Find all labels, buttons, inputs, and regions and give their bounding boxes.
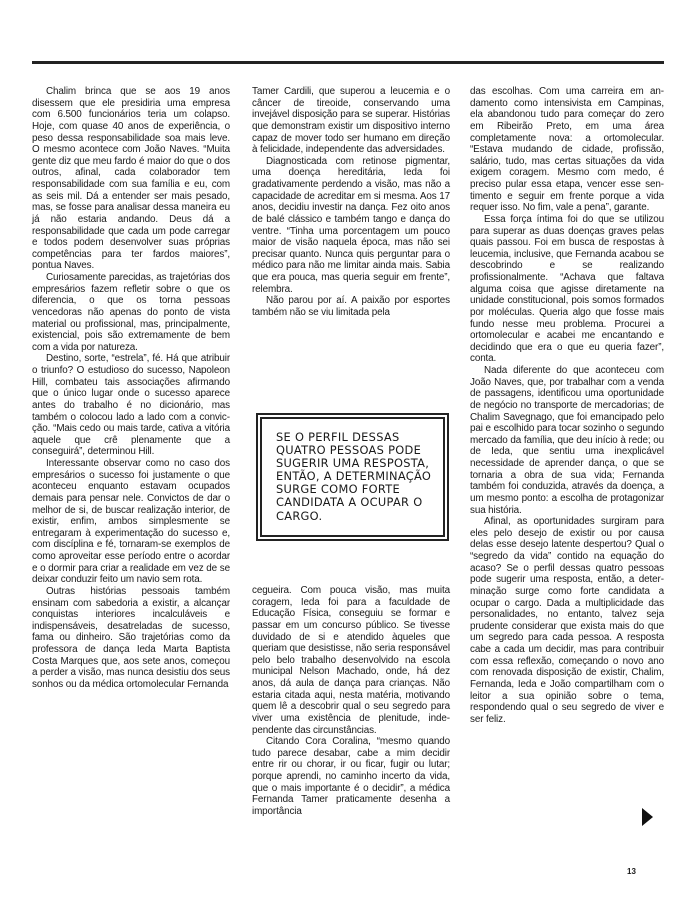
article-column-2-bottom — [252, 585, 450, 818]
article-column-3 — [470, 86, 664, 725]
paragraph: Outras histórias pessoais também ensinam com sabedoria a existir, a alcançar conquistas interiores incalculáveis e indispensáveis, desatreladas de sucesso, fama ou dinheiro. São trajetórias como da professora de dança Ieda Marta Baptista Costa Marques que, aos sete anos, começou a perder a visão, mas nunca desistiu dos seus sonhos ou da médica ortomolecular Fernanda — [32, 585, 230, 690]
pull-quote-box — [256, 413, 449, 541]
paragraph: Interessante observar como no caso dos empresários o sucesso foi justamente o que aconteceu enquanto estavam ocupados demais para pensar nele. Convictos de dar o melhor de si, de buscar realização interior, de existir, enfim, ambos simplesmente se entregaram à experimentação do sucesso e, com discíplina e fé, tornaram-se exemplos de como aproveitar esse período entre o acordar e o dormir para criar a realidade em vez de se deixar conduzir feito um navio sem rota. — [32, 458, 230, 586]
article-column-1 — [32, 86, 230, 691]
next-page-arrow-icon[interactable] — [642, 808, 653, 826]
paragraph: Não parou por aí. A paixão por esportes também não se viu limitada pela — [252, 295, 450, 318]
paragraph: das escolhas. Com uma carreira em andamento como intensivista em Campinas, ela abandonou tudo para começar do zero em Ribeirão Preto, em uma área completamente nova: a ortomolecular. “Estava mudando de cidade, profissão, salário, tudo, mas certas situações da vida exigem coragem. Mesmo com medo, é preciso pular essa etapa, vencer esse sentimento e seguir em frente porque a vida requer isso. No fim, vale a pena”, garante. — [470, 86, 664, 214]
paragraph: Destino, sorte, “estrela”, fé. Há que atribuir o triunfo? O estudioso do sucesso, Napoleon Hill, combateu tais associações afirmando que o único lugar onde o sucesso aparece antes do trabalho é no dicionário, mas também o colocou lado a lado com a convicção. “Mais cedo ou mais tarde, cativa a vitória aquele que crê plenamente que a conseguirá”, determinou Hill. — [32, 353, 230, 458]
paragraph: Afinal, as oportunidades surgiram para eles pelo desejo de existir ou por causa delas esse desejo latente despertou? Qual o “segredo da vida” contido na equação do acaso? Se o perfil dessas quatro pessoas pode sugerir uma resposta, então, a determinação surge como forte candidata a ocupar o cargo. Dada a multiplicidade das personalidades, no entanto, talvez seja prudente considerar que exista mais do que um segredo para cada pessoa. A resposta cabe a cada um decidir, mas para contribuir com essa reflexão, começando o novo ano com renovada disposição de existir, Chalim, Fernanda, Ieda e João compartilham com o leitor a sua opinião sobre o tema, respondendo qual o seu segredo de viver e ser feliz. — [470, 516, 664, 725]
paragraph: Citando Cora Coralina, “mesmo quando tudo parece desabar, cabe a mim decidir entre rir ou chorar, ir ou ficar, fugir ou lutar; porque aprendi, no caminho incerto da vida, que o mais importante é o decidir”, a médica Fernanda Tamer praticamente desenha a importância — [252, 736, 450, 817]
paragraph: Tamer Cardili, que superou a leucemia e o câncer de tireoide, conservando uma invejável disposição para se superar. Histórias que demonstram existir um dispositivo interno capaz de mover todo ser humano em direção à felicidade, independente das adversidades. — [252, 86, 450, 156]
top-rule — [32, 61, 664, 64]
paragraph: Diagnosticada com retinose pigmentar, uma doença hereditária, Ieda foi gradativamente perdendo a visão, mas não a capacidade de acreditar em si mesma. Aos 17 anos, decidiu investir na dança. Fez oito anos de balé clássico e também tango e dança do ventre. “Tinha uma porcentagem um pouco maior de visão naquela época, mas não sei precisar quanto. Nunca quis perguntar para o médico para não me limitar ainda mais. Sabia que era pouca, mas queria seguir em frente”, relembra. — [252, 155, 450, 295]
paragraph: cegueira. Com pouca visão, mas muita coragem, Ieda foi para a faculdade de Educação Física, conseguiu se formar e passar em um concurso público. Se tivesse duvidado de si e atendido àqueles que queriam que desistisse, não seria responsável pelo belo trabalho desenvolvido na escola municipal Nelson Machado, onde, há dez anos, dá aula de dança para crianças. Não estaria citada aqui, nesta matéria, motivando quem lê a descobrir qual o seu segredo para viver uma existência de plenitude, independente das circunstâncias. — [252, 585, 450, 736]
paragraph: Nada diferente do que aconteceu com João Naves, que, por trabalhar com a venda de passagens, identificou uma oportunidade de negócio no transporte de mercadorias; de Chalim Savegnago, que foi emancipado pelo pai e escolhido para tocar sozinho o segundo mercado da família, que deu início à rede; ou de Ieda, que sentiu uma inexplicável necessidade de aprender dança, o que se tornaria a obra de sua vida; Fernanda também foi conduzida, através da doença, a um mesmo ponto: a escolha de protagonizar sua história. — [470, 365, 664, 516]
article-column-2-top — [252, 86, 450, 319]
paragraph: Chalim brinca que se aos 19 anos disessem que ele presidiria uma empresa com 6.500 funcionários teria um colapso. Hoje, com quase 40 anos de experiência, o peso dessa responsabilidade soa mais leve. O mesmo acontece com João Naves. “Muita gente diz que meu fardo é maior do que o dos outros, afinal, cada colaborador tem responsabilidade com sua família e eu, com as seis mil. Dá a entender ser mais pesado, mas, se fosse para analisar dessa maneira eu já não estaria andando. Deus dá a responsabilidade que cada um pode carregar e todos podem desenvolver suas próprias competências para ter fardos maiores”, pontua Naves. — [32, 86, 230, 272]
paragraph: Essa força íntima foi do que se utilizou para superar as duas doenças graves pelas quais passou. Foi em busca de respostas à leucemia, inclusive, que Fernanda acabou se descobrindo e se realizando profissionalmente. “Achava que faltava alguma coisa que agisse diretamente na unidade constitucional, pois somos formados por moléculas. Queria algo que fosse mais fundo nesse meu problema. Procurei a ortomolecular e acabei me encantando e decidindo que era o que eu queria fazer”, conta. — [470, 213, 664, 365]
page-number: 13 — [627, 867, 636, 876]
pull-quote: SE O PERFIL DESSAS QUATRO PESSOAS PODE SUGERIR UMA RESPOSTA, ENTÃO, A DETERMINAÇÃO SURGE COMO FORTE CANDIDATA A OCUPAR O CARGO. — [260, 417, 445, 537]
paragraph: Curiosamente parecidas, as trajetórias dos empresários fazem refletir sobre o que os diferencia, o que os torna pessoas vencedoras não apenas do ponto de vista material ou profissional, mas, principalmente, existencial, pois são extremamente de bem com a vida por natureza. — [32, 272, 230, 353]
